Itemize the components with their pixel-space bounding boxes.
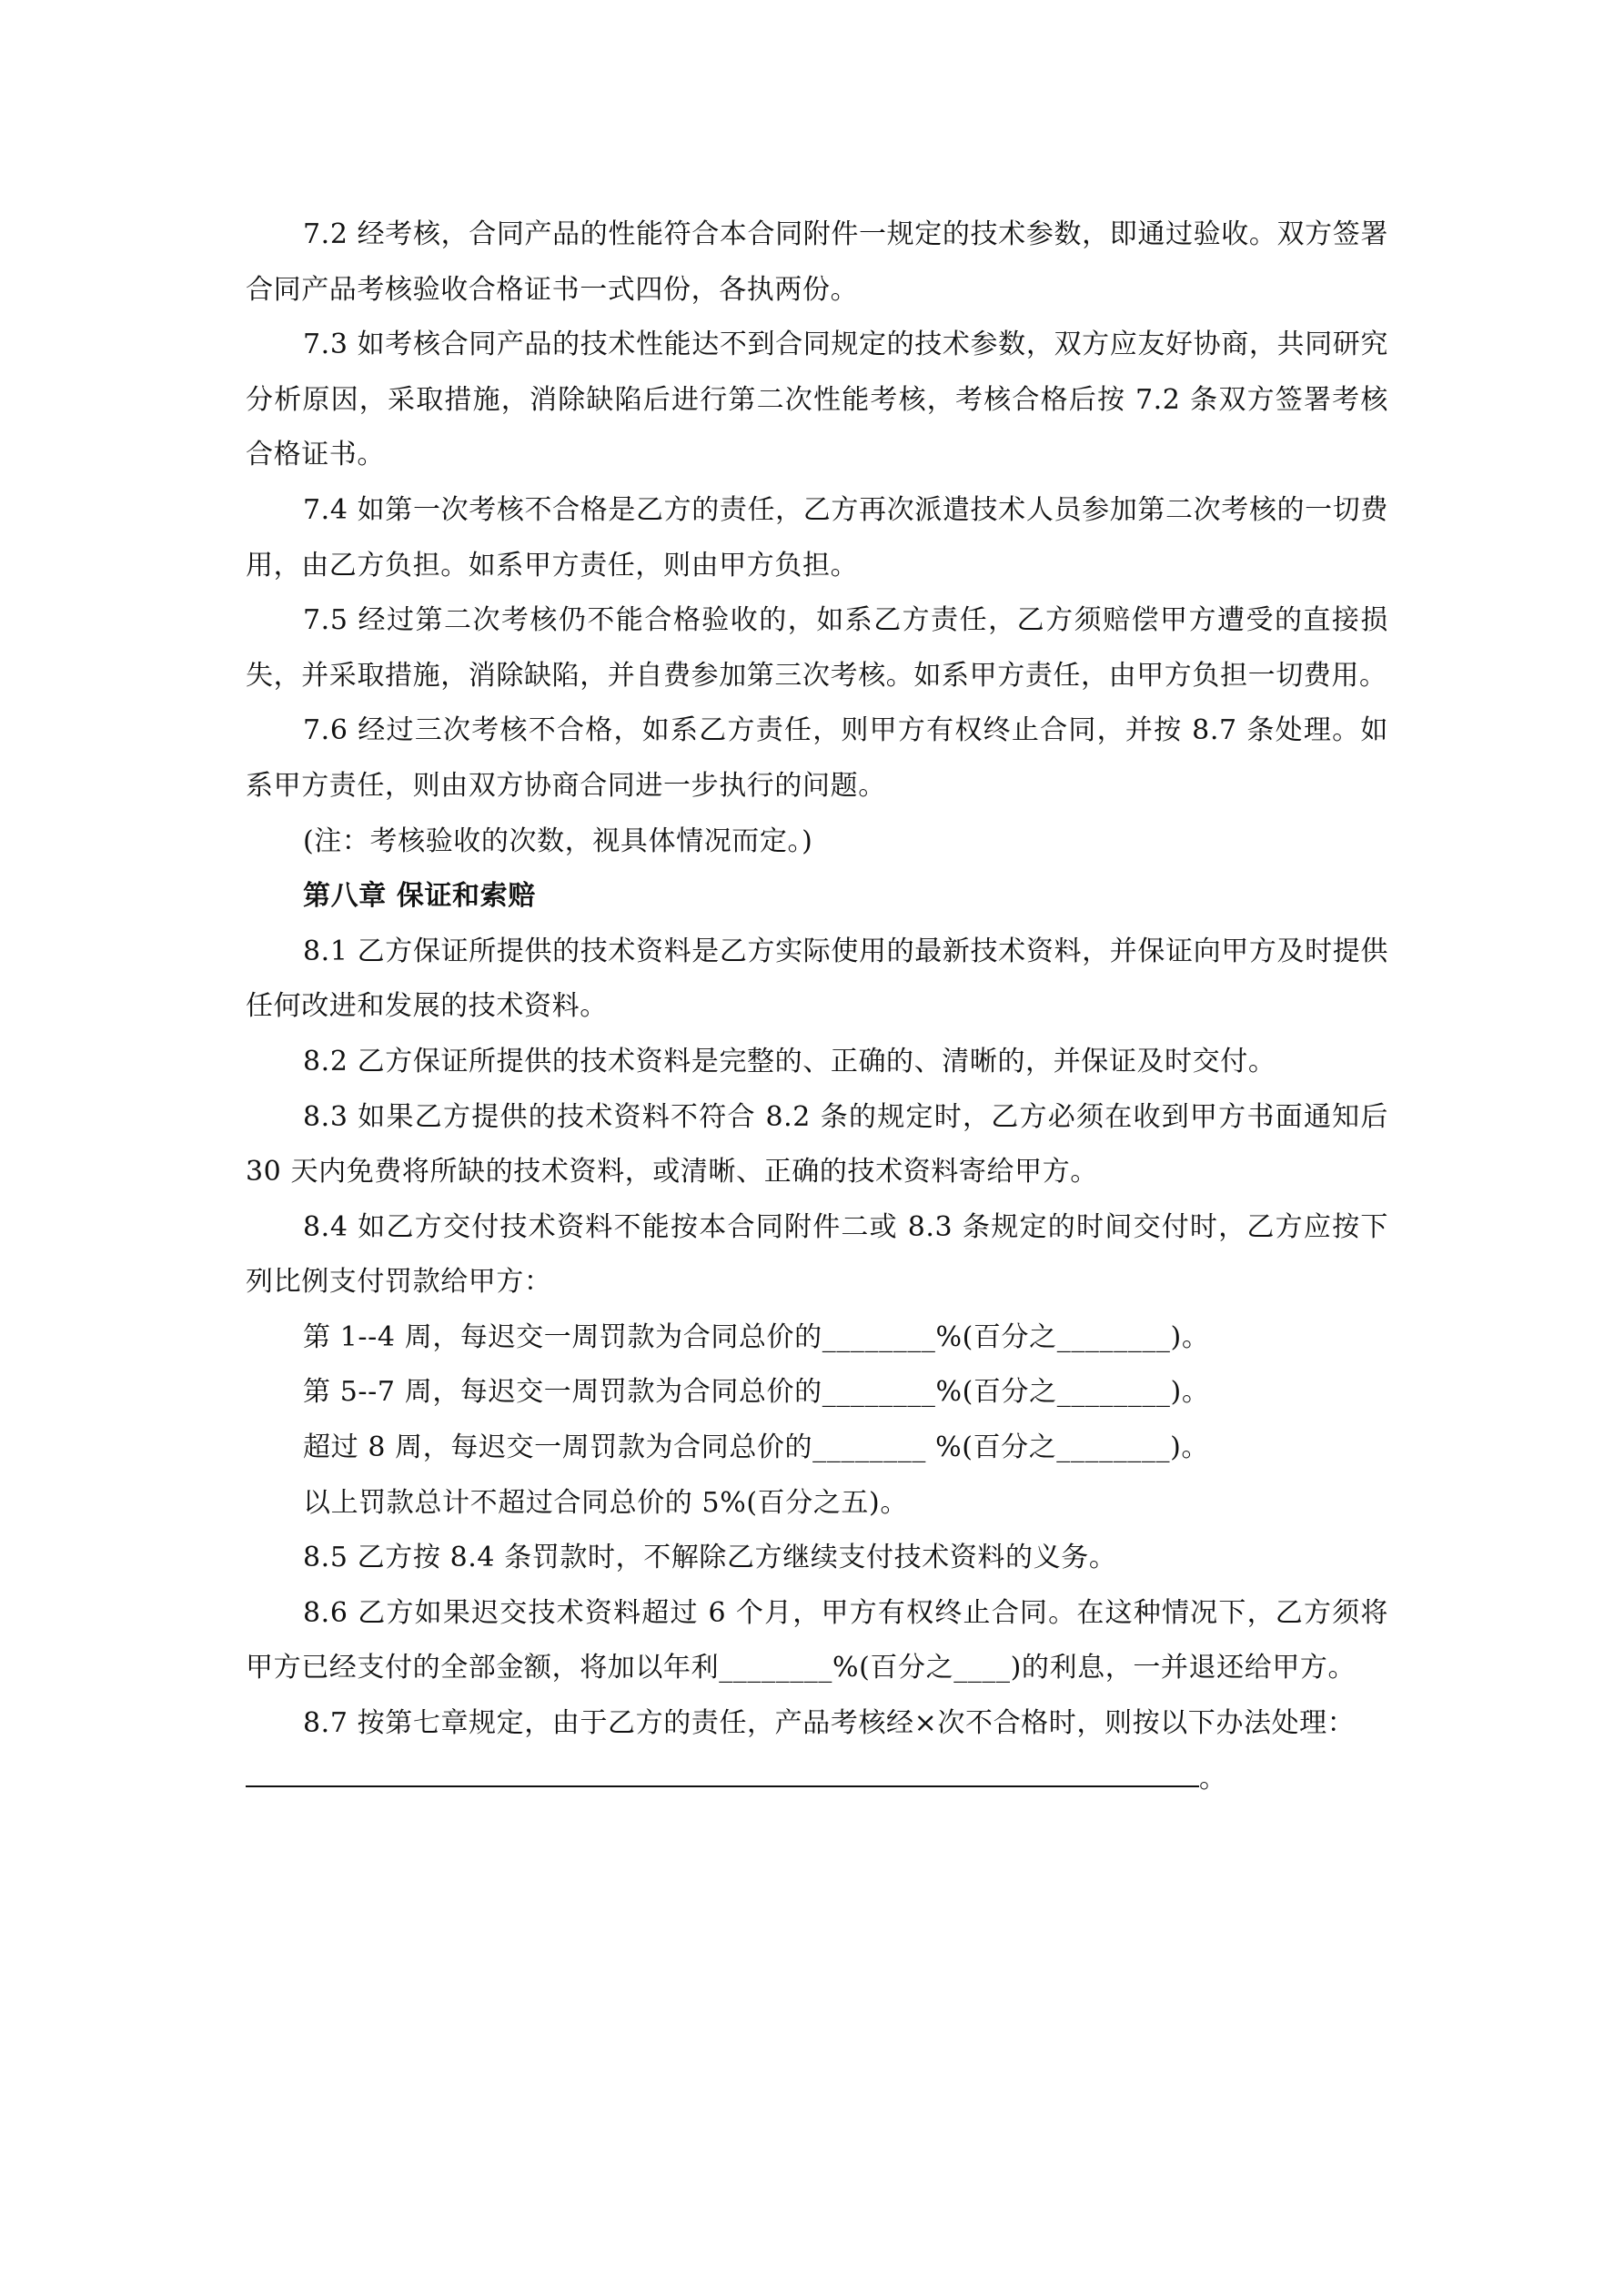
document-page (246, 207, 1388, 1806)
note-paragraph: (注：考核验收的次数，视具体情况而定。) (303, 824, 813, 857)
clause-7-6: 7.6 经过三次考核不合格，如系乙方责任，则甲方有权终止合同，并按 8.7 条处理。如系甲方责任，则由双方协商合同进一步执行的问题。 (246, 714, 1388, 802)
clause-7-3: 7.3 如考核合同产品的技术性能达不到合同规定的技术参数，双方应友好协商，共同研究分析原因，采取措施，消除缺陷后进行第二次性能考核，考核合格后按 7.2 条双方签署考核合格证书。 (246, 329, 1388, 471)
penalty-weeks-1-4: 第 1--4 周，每迟交一周罚款为合同总价的________%(百分之________)。 (303, 1320, 1210, 1353)
clause-8-6: 8.6 乙方如果迟交技术资料超过 6 个月，甲方有权终止合同。在这种情况下，乙方须将甲方已经支付的全部金额，将加以年利________%(百分之____)的利息，一并退还给甲方。 (246, 1596, 1388, 1684)
clause-7-4: 7.4 如第一次考核不合格是乙方的责任，乙方再次派遣技术人员参加第二次考核的一切费用，由乙方负担。如系甲方责任，则由甲方负担。 (246, 493, 1388, 582)
clause-8-1: 8.1 乙方保证所提供的技术资料是乙方实际使用的最新技术资料，并保证向甲方及时提供任何改进和发展的技术资料。 (246, 935, 1388, 1023)
penalty-weeks-5-7: 第 5--7 周，每迟交一周罚款为合同总价的________%(百分之________)。 (303, 1376, 1210, 1409)
clause-8-2: 8.2 乙方保证所提供的技术资料是完整的、正确的、清晰的，并保证及时交付。 (303, 1045, 1276, 1077)
clause-8-7: 8.7 按第七章规定，由于乙方的责任，产品考核经×次不合格时，则按以下办法处理： (303, 1707, 1356, 1740)
fill-in-line-row (246, 1752, 1388, 1807)
penalty-over-8-weeks: 超过 8 周，每迟交一周罚款为合同总价的________ %(百分之________)。 (303, 1431, 1210, 1464)
clause-8-5: 8.5 乙方按 8.4 条罚款时，不解除乙方继续支付技术资料的义务。 (303, 1542, 1117, 1574)
clause-8-4: 8.4 如乙方交付技术资料不能按本合同附件二或 8.3 条规定的时间交付时，乙方应按下列比例支付罚款给甲方： (246, 1210, 1388, 1299)
closing-period: 。 (1199, 1762, 1226, 1795)
clause-8-3: 8.3 如果乙方提供的技术资料不符合 8.2 条的规定时，乙方必须在收到甲方书面通知后 30 天内免费将所缺的技术资料，或清晰、正确的技术资料寄给甲方。 (246, 1100, 1388, 1188)
penalty-cap: 以上罚款总计不超过合同总价的 5%(百分之五)。 (303, 1486, 908, 1519)
chapter-8-heading: 第八章 保证和索赔 (303, 880, 536, 913)
clause-7-5: 7.5 经过第二次考核仍不能合格验收的，如系乙方责任，乙方须赔偿甲方遭受的直接损失，并采取措施，消除缺陷，并自费参加第三次考核。如系甲方责任，由甲方负担一切费用。 (246, 604, 1388, 692)
clause-7-2: 7.2 经考核，合同产品的性能符合本合同附件一规定的技术参数，即通过验收。双方签署合同产品考核验收合格证书一式四份，各执两份。 (246, 218, 1388, 306)
fill-in-blank-line (246, 1753, 1199, 1787)
